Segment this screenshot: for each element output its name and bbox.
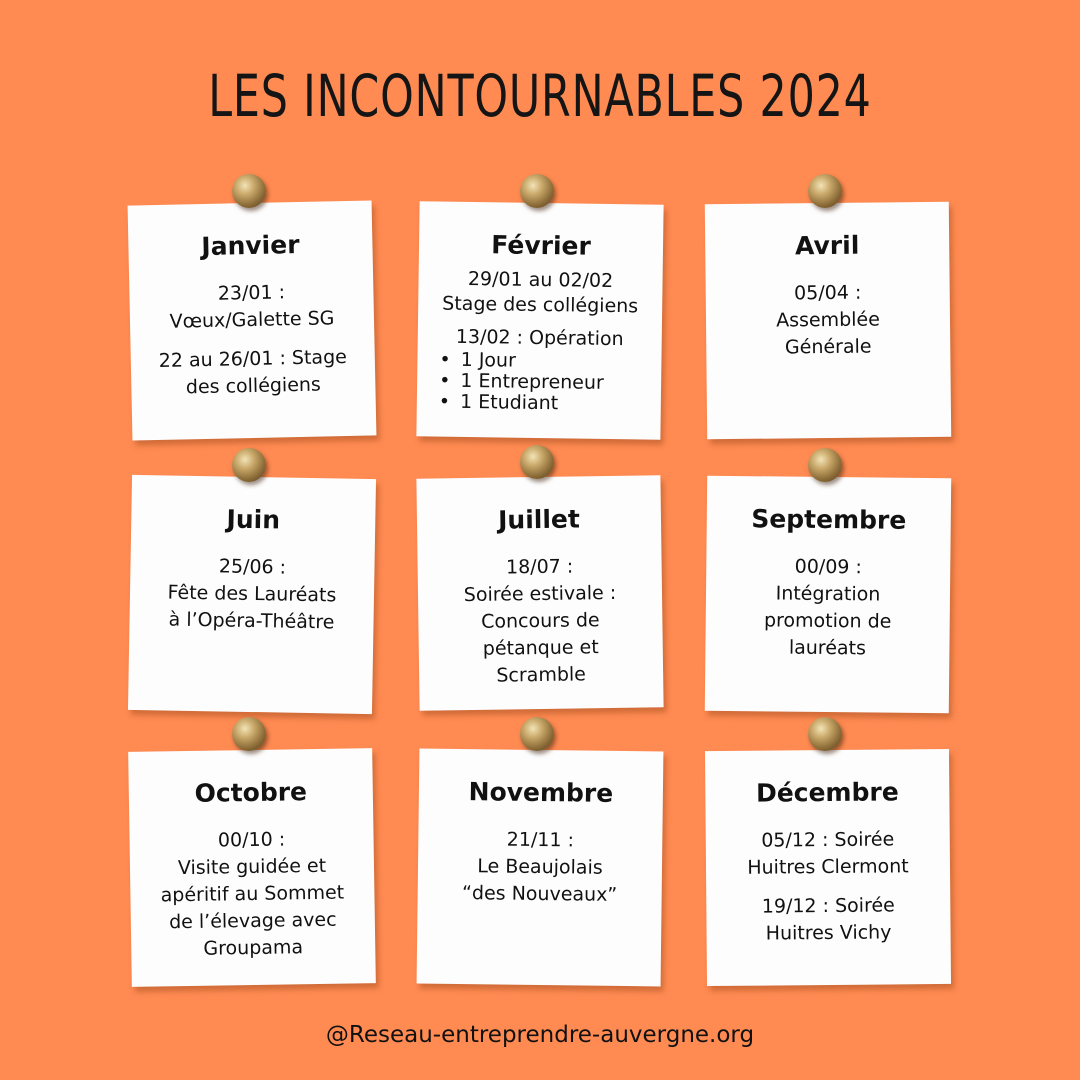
note-line: 21/11 : [506, 828, 575, 852]
note-line: à l’Opéra-Théâtre [168, 608, 335, 634]
note-line: 05/04 : [793, 281, 862, 305]
note-line: Fête des Lauréats [167, 581, 337, 607]
note-line: pétanque et [482, 636, 599, 660]
note-line: Scramble [496, 663, 587, 687]
note-month: Juillet [497, 504, 581, 535]
note-line: 13/02 : Opération [455, 325, 624, 351]
note-décembre [705, 749, 951, 986]
pushpin-icon [520, 717, 554, 751]
note-line: 25/06 : [218, 555, 287, 579]
footer-website: @Reseau-entreprendre-auvergne.org [325, 1022, 755, 1048]
pushpin-icon [808, 717, 842, 751]
note-line: Visite guidée et [177, 854, 327, 880]
note-line: Stage des collégiens [442, 292, 639, 318]
pushpin-icon [232, 174, 266, 208]
note-month: Septembre [751, 504, 907, 535]
pushpin-icon [232, 448, 266, 482]
note-line: promotion de [763, 609, 892, 633]
note-février [416, 201, 663, 439]
pushpin-icon [520, 445, 554, 479]
note-line: 22 au 26/01 : Stage [158, 346, 348, 372]
note-line: lauréats [788, 636, 867, 660]
note-line: Concours de [480, 609, 600, 633]
note-line: 00/10 : [217, 828, 286, 852]
note-month: Novembre [468, 777, 614, 808]
pushpin-icon [232, 717, 266, 751]
note-novembre [417, 749, 664, 987]
note-line: 00/09 : [794, 555, 862, 579]
note-avril [705, 202, 951, 440]
note-line: Intégration [775, 582, 881, 606]
bullet-item: • 1 Etudiant [439, 392, 639, 416]
pushpin-icon [808, 174, 842, 208]
note-line: Générale [784, 335, 872, 359]
note-line: “des Nouveaux” [461, 882, 618, 906]
note-octobre [128, 748, 376, 987]
note-line: Assemblée [776, 308, 880, 332]
note-line: 29/01 au 02/02 [467, 267, 614, 293]
bullet-item: • 1 Entrepreneur [439, 371, 639, 395]
note-month: Avril [794, 230, 860, 261]
note-line: 18/07 : [505, 555, 574, 579]
note-line: apéritif au Sommet [160, 881, 345, 907]
note-septembre [705, 476, 951, 714]
note-month: Octobre [194, 777, 308, 808]
note-line: 19/12 : Soirée [761, 894, 895, 918]
note-line: Soirée estivale : [463, 581, 617, 607]
note-line: des collégiens [185, 373, 322, 399]
note-janvier [128, 200, 377, 440]
page-title: LES INCONTOURNABLES 2024 [208, 62, 872, 130]
note-juin [128, 475, 376, 714]
bullet-item: • 1 Jour [439, 350, 639, 374]
note-month: Juin [226, 504, 281, 535]
note-line: Le Beaujolais [477, 855, 603, 879]
note-month: Février [491, 230, 591, 261]
note-month: Décembre [755, 777, 899, 808]
note-line: Vœux/Galette SG [169, 307, 335, 333]
pushpin-icon [808, 448, 842, 482]
note-line: 05/12 : Soirée [761, 828, 895, 852]
note-line: Huitres Clermont [747, 855, 909, 879]
note-line: de l’élevage avec [168, 908, 337, 934]
bullet-list [439, 350, 640, 416]
note-month: Janvier [201, 229, 300, 262]
note-line: 23/01 : [217, 281, 286, 305]
note-line: Huitres Vichy [765, 921, 892, 945]
pushpin-icon [520, 174, 554, 208]
note-juillet [416, 475, 663, 710]
note-line: Groupama [203, 936, 304, 960]
